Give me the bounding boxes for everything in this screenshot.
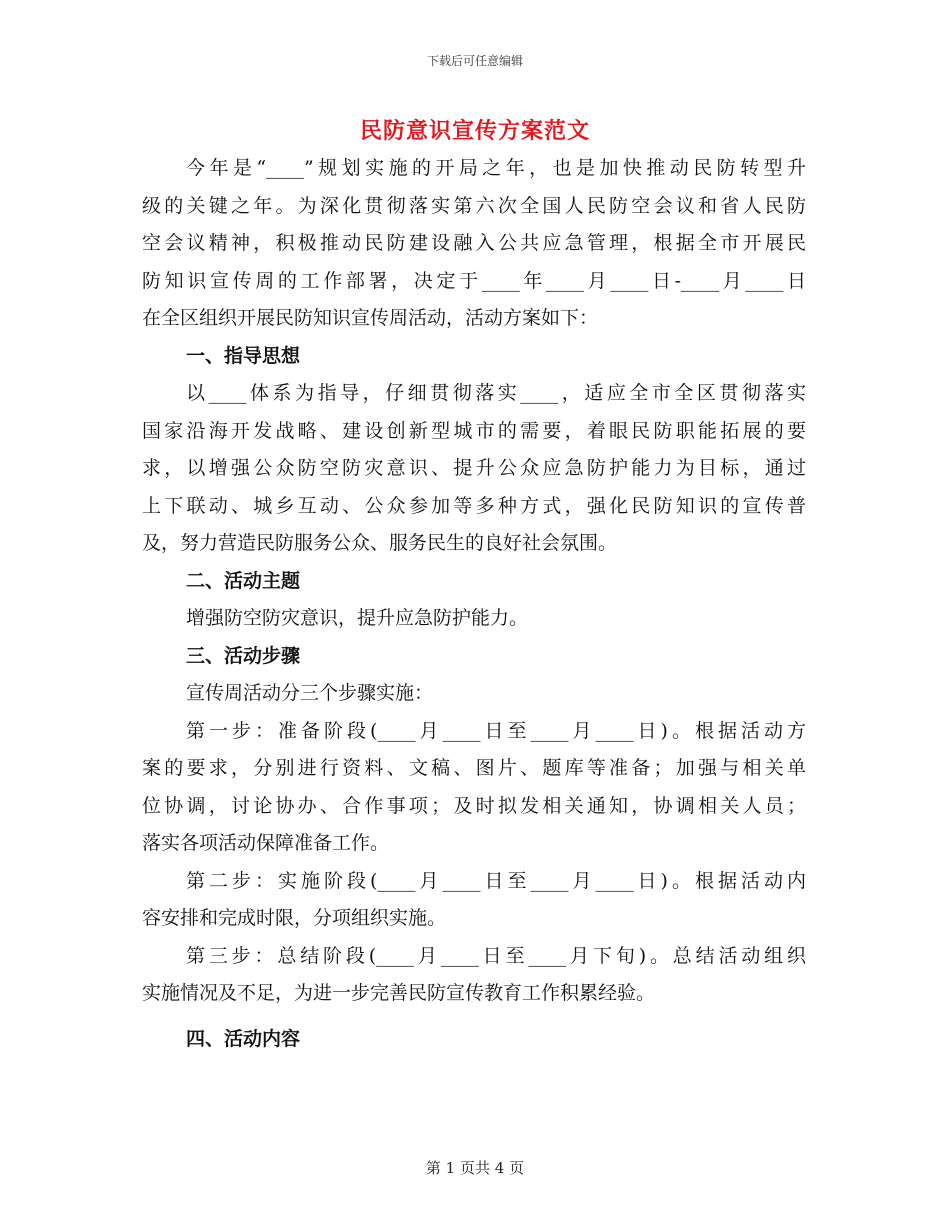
- section-heading-steps: 三、活动步骤: [186, 644, 301, 667]
- paragraph-line: 增强防空防灾意识，提升应急防护能力。: [186, 607, 529, 629]
- step-one-line: 第一步：准备阶段(____月____日至____月____日)。根据活动方: [186, 719, 806, 742]
- paragraph-line: 今年是“____”规划实施的开局之年，也是加快推动民防转型升: [186, 157, 806, 179]
- paragraph-line: 求，以增强公众防空防灾意识、提升公众应急防护能力为目标，通过: [142, 457, 806, 479]
- step-one-line: 案的要求，分别进行资料、文稿、图片、题库等准备；加强与相关单: [142, 757, 806, 779]
- paragraph-line: 在全区组织开展民防知识宣传周活动，活动方案如下：: [142, 307, 599, 329]
- paragraph-line: 国家沿海开发战略、建设创新型城市的需要，着眼民防职能拓展的要: [142, 419, 806, 442]
- step-two-line: 第二步：实施阶段(____月____日至____月____日)。根据活动内: [186, 869, 806, 892]
- step-three-line: 第三步：总结阶段(____月____日至____月下旬)。总结活动组织: [186, 944, 806, 967]
- step-one-line: 位协调，讨论协办、合作事项；及时拟发相关通知，协调相关人员；: [142, 794, 806, 817]
- paragraph-line: 宣传周活动分三个步骤实施：: [186, 682, 434, 704]
- paragraph-line: 级的关键之年。为深化贯彻落实第六次全国人民防空会议和省人民防: [142, 194, 806, 217]
- section-heading-theme: 二、活动主题: [186, 569, 301, 592]
- document-body: [142, 150, 806, 1058]
- page-footer: 第 1 页共 4 页: [425, 1159, 525, 1177]
- step-one-line: 落实各项活动保障准备工作。: [142, 832, 390, 854]
- section-heading-content: 四、活动内容: [186, 1027, 301, 1050]
- step-three-line: 实施情况及不足，为进一步完善民防宣传教育工作积累经验。: [142, 982, 656, 1004]
- step-two-line: 容安排和完成时限，分项组织实施。: [142, 907, 447, 929]
- document-title: 民防意识宣传方案范文: [359, 118, 590, 144]
- paragraph-line: 空会议精神，积极推动民防建设融入公共应急管理，根据全市开展民: [142, 232, 806, 254]
- paragraph-line: 防知识宣传周的工作部署，决定于____年____月____日-____月____日: [142, 269, 806, 292]
- section-heading-guiding-ideology: 一、指导思想: [186, 344, 301, 367]
- paragraph-line: 以____体系为指导，仔细贯彻落实____，适应全市全区贯彻落实: [186, 382, 806, 404]
- page-header: 下载后可任意编辑: [426, 54, 523, 68]
- paragraph-line: 及，努力营造民防服务公众、服务民生的良好社会氛围。: [142, 532, 618, 554]
- paragraph-line: 上下联动、城乡互动、公众参加等多种方式，强化民防知识的宣传普: [142, 494, 806, 517]
